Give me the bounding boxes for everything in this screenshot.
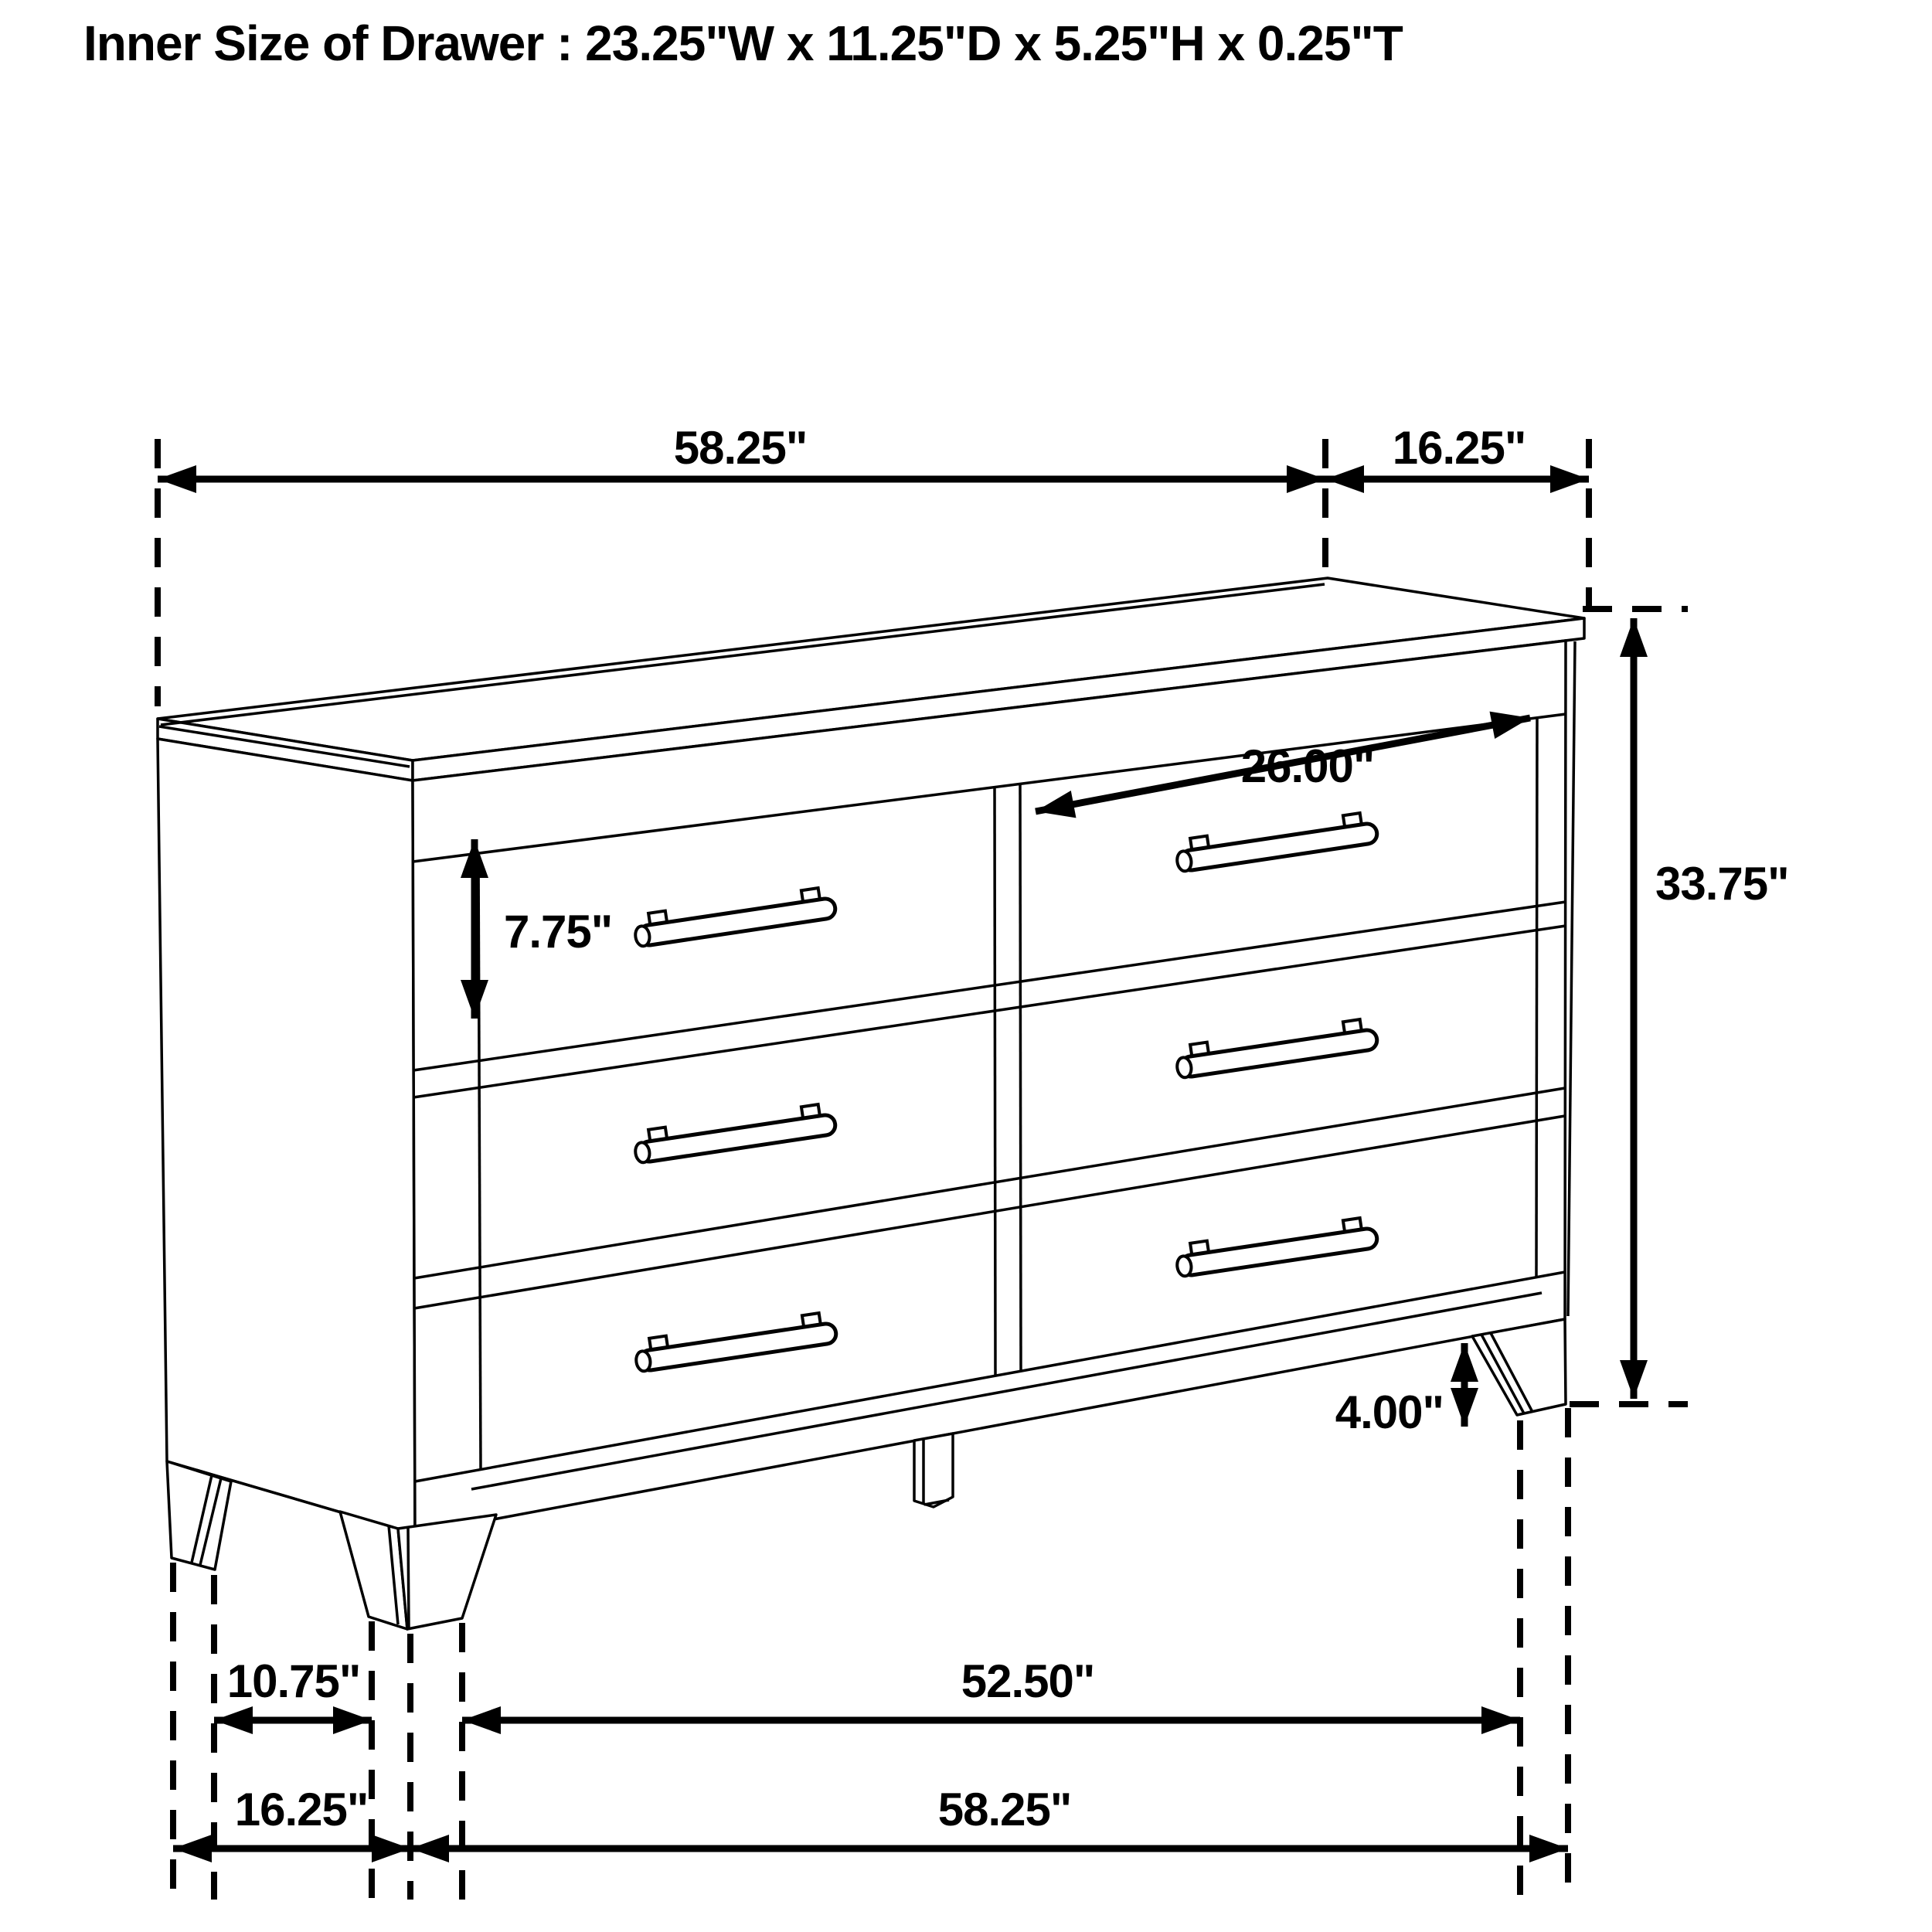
dresser-drawing xyxy=(158,578,1584,1629)
rear-left-leg xyxy=(167,1461,231,1570)
front-right-leg xyxy=(1472,1319,1566,1415)
page-title: Inner Size of Drawer : 23.25"W x 11.25"D x 5.25"H x 0.25"T xyxy=(83,15,1403,71)
center-glide-leg xyxy=(914,1434,953,1507)
dim-label: 33.75" xyxy=(1655,858,1789,910)
dim-label: 58.25" xyxy=(673,422,808,474)
dim-label: 16.25" xyxy=(234,1784,369,1835)
dim-bottom-width xyxy=(410,1784,1568,1849)
dim-top-width xyxy=(158,422,1325,479)
front-left-leg xyxy=(340,1512,496,1629)
dim-top-depth xyxy=(1325,422,1589,479)
dim-front-leg-span xyxy=(462,1655,1520,1720)
dim-overall-height xyxy=(1570,609,1789,1404)
dim-label: 4.00" xyxy=(1335,1386,1444,1438)
dim-label: 26.00" xyxy=(1240,740,1375,792)
dim-label: 10.75" xyxy=(226,1655,361,1707)
dim-label: 7.75" xyxy=(504,906,613,957)
dim-label: 58.25" xyxy=(937,1784,1072,1835)
left-side-panel xyxy=(158,739,415,1534)
dim-label: 52.50" xyxy=(961,1655,1095,1707)
dim-rear-leg-offset xyxy=(214,1655,372,1720)
dim-label: 16.25" xyxy=(1392,422,1526,474)
